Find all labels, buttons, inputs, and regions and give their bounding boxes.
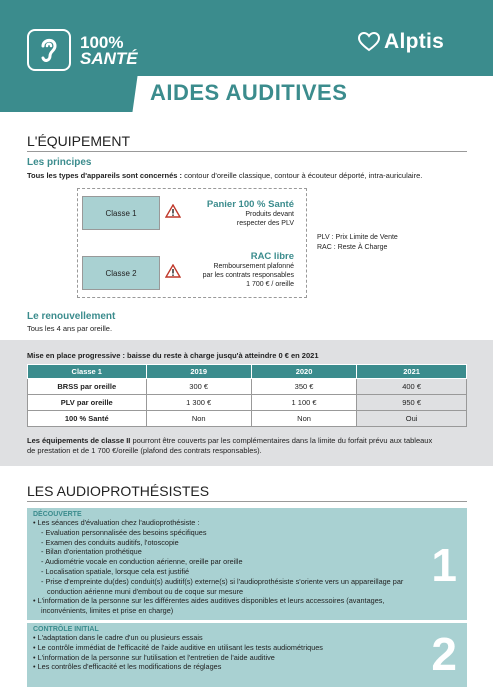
principes-lead: Tous les types d'appareils sont concernés :	[27, 171, 183, 180]
table-cell: Oui	[357, 411, 467, 427]
table-header: 2021	[357, 365, 467, 379]
class1-tag: Panier 100 % Santé	[206, 199, 294, 210]
progressive-title: Mise en place progressive : baisse du reste à charge jusqu'à atteindre 0 € en 2021	[27, 351, 319, 360]
table-cell: 350 €	[251, 379, 356, 395]
badge-percent: 100%	[80, 33, 124, 52]
table-cell: Non	[146, 411, 251, 427]
table-cell: 100 % Santé	[28, 411, 147, 427]
table-cell: 1 100 €	[251, 395, 356, 411]
principes-body: contour d'oreille classique, contour à écouteur déporté, intra-auriculaire.	[182, 171, 423, 180]
divider	[27, 501, 467, 502]
badge-word: SANTÉ	[80, 49, 138, 68]
step-title: DÉCOUVERTE	[33, 511, 82, 518]
table-header: Classe 1	[28, 365, 147, 379]
list-item: • Les séances d'évaluation chez l'audioprothésiste :	[33, 518, 407, 528]
ear-icon	[27, 29, 71, 71]
list-item: - Prise d'empreinte du(des) conduit(s) auditif(s) externe(s) si l'audioprothésiste s'oriente vers un appareillage par	[33, 577, 407, 587]
heart-logo-icon	[358, 32, 380, 52]
list-item: - Evaluation personnalisée des besoins spécifiques	[33, 528, 407, 538]
warning-icon	[165, 264, 181, 278]
legend	[317, 233, 417, 253]
warning-icon	[165, 204, 181, 218]
table-header: 2020	[251, 365, 356, 379]
principes-title: Les principes	[27, 157, 92, 168]
list-item: • L'information de la personne sur les différentes aides auditives disponibles et leurs accessoires (avantages,	[33, 596, 407, 606]
class1-label: Classe 1	[105, 208, 137, 218]
list-item: - Audiométrie vocale en conduction aérienne, oreille par oreille	[33, 557, 407, 567]
list-item: • Les contrôles d'efficacité et les modifications de réglages	[33, 662, 407, 672]
section-heading-audioprothesistes: LES AUDIOPROTHÉSISTES	[27, 483, 210, 499]
divider	[27, 151, 467, 152]
step-decouverte	[27, 508, 467, 620]
list-item: • Le contrôle immédiat de l'efficacité de l'aide auditive en utilisant les tests audiométriques	[33, 643, 407, 653]
principes-text	[27, 171, 422, 180]
section-heading-equipement: L'ÉQUIPEMENT	[27, 133, 131, 149]
note-bold: Les équipements de classe II	[27, 436, 131, 445]
class1-desc1: Produits devant	[245, 211, 294, 218]
class2-desc1: Remboursement plafonné	[213, 263, 294, 270]
progressive-table	[27, 364, 467, 427]
table-header-row	[28, 365, 467, 379]
list-item-cont: inconvénients, limites et prise en charge)	[41, 606, 174, 616]
table-cell: PLV par oreille	[28, 395, 147, 411]
table-cell: BRSS par oreille	[28, 379, 147, 395]
class1-desc2: respecter des PLV	[236, 220, 294, 227]
table-cell: 950 €	[357, 395, 467, 411]
renouvellement-title: Le renouvellement	[27, 311, 116, 322]
list-item: - Localisation spatiale, lorsque cela est justifié	[33, 567, 407, 577]
class2-desc3: 1 700 € / oreille	[246, 281, 294, 288]
class2-tag: RAC libre	[250, 251, 294, 262]
header-banner	[0, 0, 493, 112]
class2-desc	[180, 262, 294, 289]
table-row	[28, 395, 467, 411]
note-rest: pourront être couverts par les complémentaires dans la limite du forfait prévu aux tableaux	[130, 436, 433, 445]
table-row	[28, 379, 467, 395]
class1-box	[82, 196, 160, 230]
step-list	[27, 633, 467, 672]
step-number: 2	[431, 628, 457, 680]
step-title: CONTRÔLE INITIAL	[33, 626, 99, 633]
class2-box	[82, 256, 160, 290]
legend-rac: RAC : Reste À Charge	[317, 244, 388, 251]
table-cell: 1 300 €	[146, 395, 251, 411]
list-item-cont: conduction aérienne muni d'embout ou de coque sur mesure	[47, 586, 244, 596]
legend-plv: PLV : Prix Limite de Vente	[317, 234, 398, 241]
list-item: - Bilan d'orientation prothétique	[33, 547, 407, 557]
page-title: AIDES AUDITIVES	[150, 80, 348, 105]
step-number: 1	[431, 539, 457, 591]
table-cell: Non	[251, 411, 356, 427]
step-list	[27, 518, 467, 616]
class2-desc2: par les contrats responsables	[202, 272, 294, 279]
note-line2: de prestation et de 1 700 €/oreille (plafond des contrats responsables).	[27, 446, 262, 455]
table-cell: 300 €	[146, 379, 251, 395]
table-header: 2019	[146, 365, 251, 379]
table-row	[28, 411, 467, 427]
table-cell: 400 €	[357, 379, 467, 395]
class2-label: Classe 2	[105, 268, 137, 278]
list-item: • L'adaptation dans le cadre d'un ou plusieurs essais	[33, 633, 407, 643]
brand-logo	[358, 30, 444, 54]
list-item: - Examen des conduits auditifs, l'otoscopie	[33, 538, 407, 548]
list-item: • L'information de la personne sur l'utilisation et l'entretien de l'aide auditive	[33, 653, 407, 663]
renouvellement-text: Tous les 4 ans par oreille.	[27, 324, 113, 333]
progressive-note	[27, 436, 467, 456]
step-controle-initial	[27, 623, 467, 687]
brand-name: Alptis	[384, 30, 445, 53]
class1-desc	[180, 210, 294, 228]
